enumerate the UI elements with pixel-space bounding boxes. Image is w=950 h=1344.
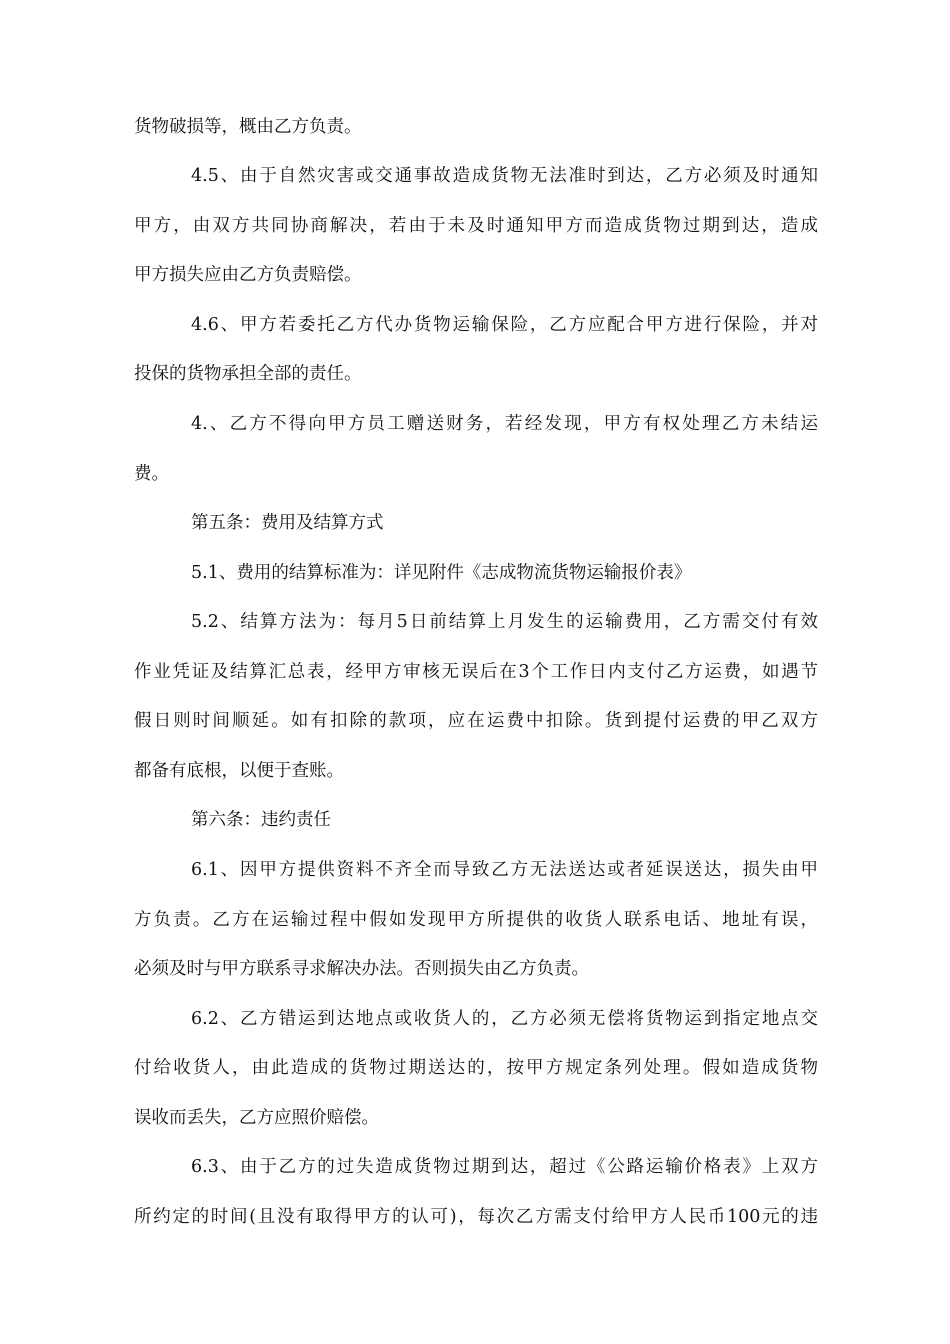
paragraph-line: 投保的货物承担全部的责任。 bbox=[134, 364, 362, 384]
section-heading: 第六条：违约责任 bbox=[191, 810, 331, 830]
paragraph-line: 费。 bbox=[134, 464, 169, 484]
paragraph-line bbox=[191, 609, 818, 635]
paragraph-line-text: 4.、乙方不得向甲方员工赠送财务，若经发现，甲方有权处理乙方未结运 bbox=[191, 414, 818, 434]
paragraph-line-text: 付给收货人，由此造成的货物过期送达的，按甲方规定条列处理。假如造成货物 bbox=[134, 1058, 818, 1078]
paragraph-line-text: 6.3、由于乙方的过失造成货物过期到达，超过《公路运输价格表》上双方 bbox=[191, 1157, 818, 1177]
section-heading: 第五条：费用及结算方式 bbox=[191, 513, 384, 533]
paragraph-line-text: 6.2、乙方错运到达地点或收货人的，乙方必须无偿将货物运到指定地点交 bbox=[191, 1009, 818, 1029]
paragraph-line bbox=[134, 1055, 818, 1081]
paragraph-line bbox=[191, 411, 818, 437]
paragraph-line bbox=[191, 1154, 818, 1180]
paragraph-line: 5.1、费用的结算标准为：详见附件《志成物流货物运输报价表》 bbox=[191, 563, 692, 583]
paragraph-line bbox=[134, 213, 818, 239]
paragraph-line-text: 甲方，由双方共同协商解决，若由于未及时通知甲方而造成货物过期到达，造成 bbox=[134, 216, 818, 236]
paragraph-line bbox=[191, 857, 818, 883]
paragraph-line: 误收而丢失，乙方应照价赔偿。 bbox=[134, 1108, 379, 1128]
paragraph-line bbox=[134, 708, 818, 734]
paragraph-line bbox=[134, 907, 818, 933]
paragraph-line-text: 所约定的时间(且没有取得甲方的认可)，每次乙方需支付给甲方人民币100元的违 bbox=[134, 1207, 818, 1227]
paragraph-line-text: 作业凭证及结算汇总表，经甲方审核无误后在3个工作日内支付乙方运费，如遇节 bbox=[134, 662, 818, 682]
paragraph-line bbox=[191, 163, 818, 189]
paragraph-line bbox=[134, 659, 818, 685]
paragraph-line-text: 假日则时间顺延。如有扣除的款项，应在运费中扣除。货到提付运费的甲乙双方 bbox=[134, 711, 818, 731]
paragraph-line bbox=[191, 312, 818, 338]
paragraph-line-text: 方负责。乙方在运输过程中假如发现甲方所提供的收货人联系电话、地址有误， bbox=[134, 910, 818, 930]
paragraph-line: 必须及时与甲方联系寻求解决办法。否则损失由乙方负责。 bbox=[134, 959, 589, 979]
paragraph-line-text: 6.1、因甲方提供资料不齐全而导致乙方无法送达或者延误送达，损失由甲 bbox=[191, 860, 818, 880]
paragraph-line bbox=[134, 1204, 818, 1230]
paragraph-line: 货物破损等，概由乙方负责。 bbox=[134, 117, 362, 137]
paragraph-line-text: 4.5、由于自然灾害或交通事故造成货物无法准时到达，乙方必须及时通知 bbox=[191, 166, 818, 186]
paragraph-line-text: 5.2、结算方法为：每月5日前结算上月发生的运输费用，乙方需交付有效 bbox=[191, 612, 818, 632]
paragraph-line-text: 4.6、甲方若委托乙方代办货物运输保险，乙方应配合甲方进行保险，并对 bbox=[191, 315, 818, 335]
paragraph-line bbox=[191, 1006, 818, 1032]
paragraph-line: 甲方损失应由乙方负责赔偿。 bbox=[134, 265, 362, 285]
paragraph-line: 都备有底根，以便于查账。 bbox=[134, 761, 344, 781]
